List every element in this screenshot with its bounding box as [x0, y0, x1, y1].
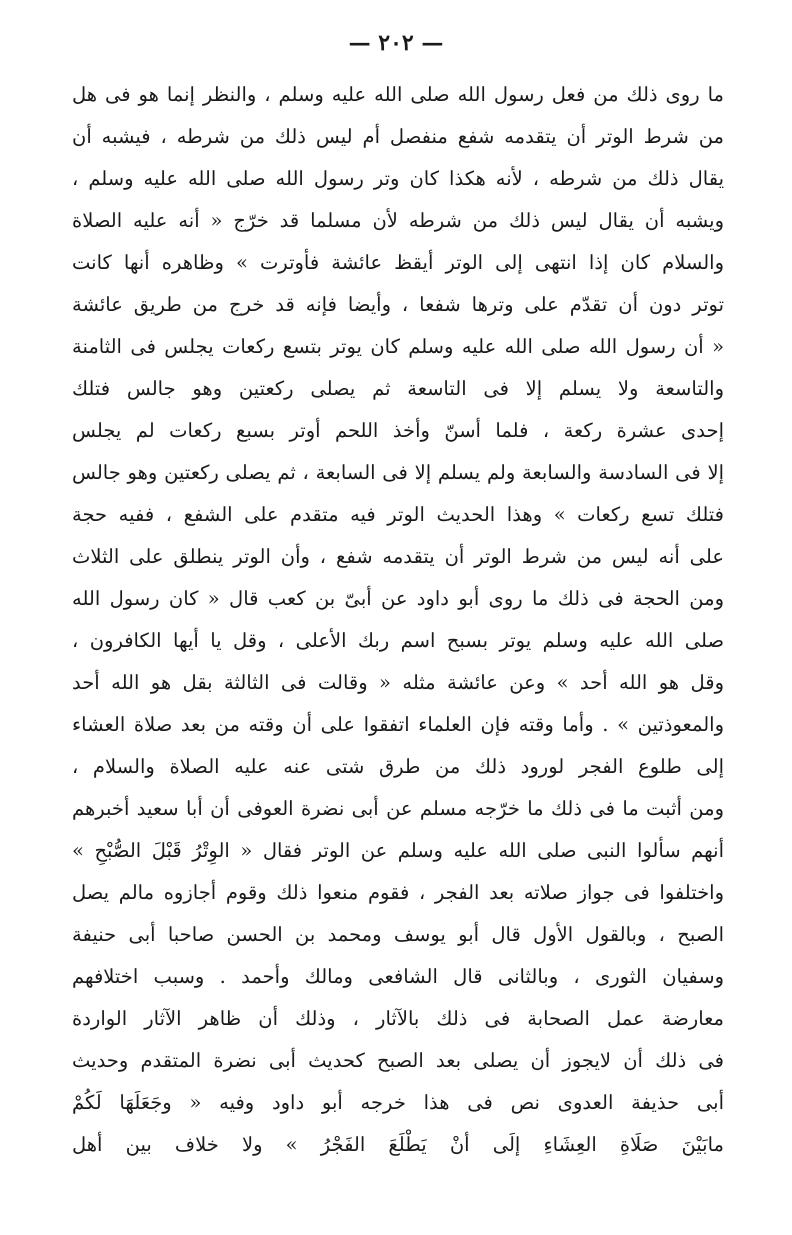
body-text: [72, 74, 724, 1166]
text-line: توتر دون أن تقدّم على وترها شفعا ، وأيضا فإنه قد خرج من طريق عائشة: [72, 293, 724, 316]
text-line: وقل هو الله أحد » وعن عائشة مثله « وقالت فى الثالثة بقل هو الله أحد: [72, 671, 724, 694]
text-line: من شرط الوتر أن يتقدمه شفع منفصل أم ليس ذلك من شرطه ، فيشبه أن: [72, 125, 724, 148]
text-line: مابَيْنَ صَلَاةِ العِشَاءِ إلَى أنْ يَطْلَعَ الفَجْرُ » ولا خلاف بين أهل: [72, 1133, 724, 1156]
text-line: ويشبه أن يقال ليس ذلك من شرطه لأن مسلما قد خرّج « أنه عليه الصلاة: [72, 209, 724, 232]
text-line: يقال ذلك من شرطه ، لأنه هكذا كان وتر رسول الله صلى الله عليه وسلم ،: [72, 167, 724, 190]
text-line: معارضة عمل الصحابة فى ذلك بالآثار ، وذلك أن ظاهر الآثار الواردة: [72, 1007, 724, 1030]
text-line: على أنه ليس من شرط الوتر أن يتقدمه شفع ، وأن الوتر ينطلق على الثلاث: [72, 545, 724, 568]
text-line: إلى طلوع الفجر لورود ذلك من طرق شتى عنه عليه الصلاة والسلام ،: [72, 755, 724, 778]
text-line: واختلفوا فى جواز صلاته بعد الفجر ، فقوم منعوا ذلك وقوم أجازوه مالم يصل: [72, 881, 724, 904]
text-line: والمعوذتين » . وأما وقته فإن العلماء اتفقوا على أن وقته من بعد صلاة العشاء: [72, 713, 724, 736]
text-line: ما روى ذلك من فعل رسول الله صلى الله عليه وسلم ، والنظر إنما هو فى هل: [72, 83, 724, 106]
text-line: إلا فى السادسة والسابعة ولم يسلم إلا فى السابعة ، ثم يصلى ركعتين وهو جالس: [72, 461, 724, 484]
text-line: فتلك تسع ركعات » وهذا الحديث الوتر فيه متقدم على الشفع ، ففيه حجة: [72, 503, 724, 526]
text-line: فى ذلك أن لايجوز أن يصلى بعد الصبح كحديث أبى نضرة المتقدم وحديث: [72, 1049, 724, 1072]
text-line: الصبح ، وبالقول الأول قال أبو يوسف ومحمد بن الحسن صاحبا أبى حنيفة: [72, 923, 724, 946]
text-line: والتاسعة ولا يسلم إلا فى التاسعة ثم يصلى ركعتين وهو جالس فتلك: [72, 377, 724, 400]
text-line: ومن أثبت ما فى ذلك ما خرّجه مسلم عن أبى نضرة العوفى أن أبا سعيد أخبرهم: [72, 797, 724, 820]
text-line: وسفيان الثورى ، وبالثانى قال الشافعى ومالك وأحمد . وسبب اختلافهم: [72, 965, 724, 988]
text-line: ومن الحجة فى ذلك ما روى أبو داود عن أبىّ بن كعب قال « كان رسول الله: [72, 587, 724, 610]
text-line: « أن رسول الله صلى الله عليه وسلم كان يوتر بتسع ركعات يجلس فى الثامنة: [72, 335, 724, 358]
text-line: أنهم سألوا النبى صلى الله عليه وسلم عن الوتر فقال « الوِتْرُ قَبْلَ الصُّبْحِ »: [72, 839, 724, 862]
text-line: صلى الله عليه وسلم يوتر بسبح اسم ربك الأعلى ، وقل يا أيها الكافرون ،: [72, 629, 724, 652]
text-line: أبى حذيفة العدوى نص فى هذا خرجه أبو داود وفيه « وجَعَلَهَا لَكُمْ: [72, 1091, 724, 1114]
page-number: — ٢٠٢ —: [348, 30, 444, 56]
text-line: والسلام كان إذا انتهى إلى الوتر أيقظ عائشة فأوترت » وظاهره أنها كانت: [72, 251, 724, 274]
text-line: إحدى عشرة ركعة ، فلما أسنّ وأخذ اللحم أوتر بسبع ركعات لم يجلس: [72, 419, 724, 442]
